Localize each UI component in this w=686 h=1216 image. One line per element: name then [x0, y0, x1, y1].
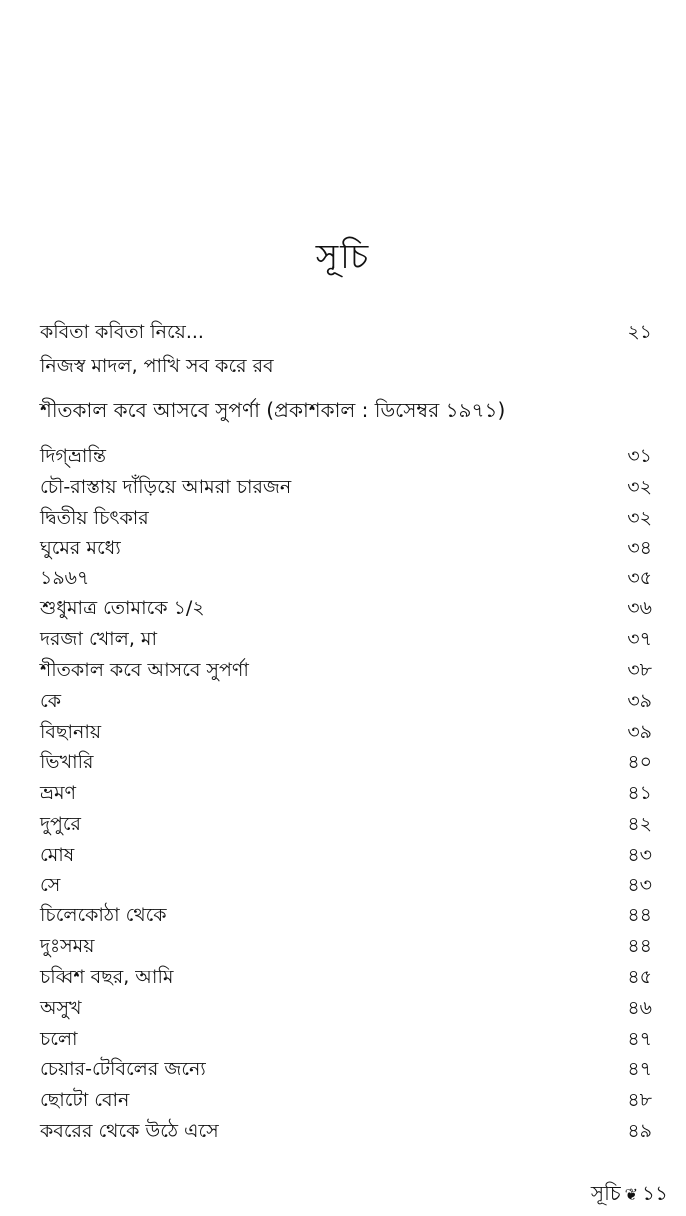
entry-title: চলো: [40, 1028, 78, 1050]
entry-title: ১৯৬৭: [40, 567, 90, 589]
toc-entry: [40, 962, 652, 992]
entry-page: ৪৩: [627, 844, 652, 866]
toc-entry: [40, 840, 652, 870]
toc-entry: [40, 1024, 652, 1054]
entry-page: ৪৭: [627, 1058, 652, 1080]
page-title: সূচি: [315, 237, 371, 277]
entry-page: ৪৭: [627, 1028, 652, 1050]
toc-entry: [40, 472, 652, 502]
entry-title: কে: [40, 690, 62, 712]
toc-entry: [40, 809, 652, 839]
entry-page: ৩১: [627, 445, 652, 467]
entry-title: কবরের থেকে উঠে এসে: [40, 1120, 219, 1142]
fleuron-icon: ❦: [624, 1185, 639, 1204]
entry-title: কবিতা কবিতা নিয়ে...: [40, 321, 204, 343]
entry-page: ৪৪: [627, 904, 652, 926]
toc-entry: [40, 624, 652, 654]
toc-entry: [40, 1054, 652, 1084]
toc-entry: [40, 717, 652, 747]
toc-entry: [40, 900, 652, 930]
toc-entry: [40, 593, 652, 623]
toc-entry: [40, 1116, 652, 1146]
footer-label: সূচি: [590, 1181, 621, 1205]
entry-page: ৪৫: [627, 966, 652, 988]
entry-title: নিজস্ব মাদল, পাখি সব করে রব: [40, 355, 274, 377]
entry-title: অসুখ: [40, 997, 82, 1019]
toc-entry: [40, 317, 652, 347]
entry-page: ৩৯: [627, 721, 652, 743]
entry-title: মোষ: [40, 844, 75, 866]
entry-title: চেয়ার-টেবিলের জন্যে: [40, 1058, 206, 1080]
entry-page: ৪১: [627, 782, 652, 804]
entry-page: ৩৫: [627, 567, 652, 589]
entry-title: দুঃসময়: [40, 935, 95, 957]
entry-page: ৪২: [627, 813, 652, 835]
toc-entry: [40, 503, 652, 533]
toc-entry: [40, 1085, 652, 1115]
entry-page: ৩২: [627, 476, 652, 498]
entry-title: দুপুরে: [40, 813, 81, 835]
entry-title: ঘুমের মধ্যে: [40, 537, 121, 559]
entry-page: ৪০: [627, 751, 652, 773]
entry-page: ৪৯: [627, 1120, 652, 1142]
toc-entry: [40, 351, 652, 381]
entry-page: ৪৬: [627, 997, 652, 1019]
entry-title: ভিখারি: [40, 751, 94, 773]
toc-entry: [40, 441, 652, 471]
entry-page: ৩৭: [627, 628, 652, 650]
entry-page: ৪৮: [627, 1089, 652, 1111]
toc-entry: [40, 870, 652, 900]
toc-entry: [40, 747, 652, 777]
entry-title: ছোটো বোন: [40, 1089, 130, 1111]
entry-page: ৪৩: [627, 874, 652, 896]
entry-title: বিছানায়: [40, 721, 102, 743]
entry-title: দিগ্‌ভ্রান্তি: [40, 445, 106, 467]
toc-entry: [40, 655, 652, 685]
entry-title: শীতকাল কবে আসবে সুপর্ণা: [40, 659, 249, 681]
page-footer: [591, 1178, 668, 1210]
section-heading-text: শীতকাল কবে আসবে সুপর্ণা (প্রকাশকাল : ডিসেম্বর ১৯৭১): [40, 398, 506, 422]
entry-page: ৩৯: [627, 690, 652, 712]
entry-title: দরজা খোল, মা: [40, 628, 157, 650]
toc-entry: [40, 993, 652, 1023]
toc-entry: [40, 533, 652, 563]
toc-entry: [40, 778, 652, 808]
entry-title: চিলেকোঠা থেকে: [40, 904, 167, 926]
footer-page-number: ১১: [642, 1181, 668, 1205]
entry-page: ৩৮: [627, 659, 652, 681]
entry-page: ৪৪: [627, 935, 652, 957]
section-heading: [40, 395, 652, 425]
entry-page: ৩৬: [627, 597, 652, 619]
entry-title: চৌ-রাস্তায় দাঁড়িয়ে আমরা চারজন: [40, 476, 292, 498]
entry-title: ভ্রমণ: [40, 782, 76, 804]
entry-title: দ্বিতীয় চিৎকার: [40, 507, 149, 529]
entry-title: শুধুমাত্র তোমাকে ১/২: [40, 597, 205, 619]
entry-title: সে: [40, 874, 61, 896]
toc-entry: [40, 563, 652, 593]
entry-page: ৩২: [627, 507, 652, 529]
entry-title: চব্বিশ বছর, আমি: [40, 966, 174, 988]
entry-page: ৩৪: [627, 537, 652, 559]
toc-entry: [40, 686, 652, 716]
toc-entry: [40, 931, 652, 961]
entry-page: ২১: [627, 321, 652, 343]
